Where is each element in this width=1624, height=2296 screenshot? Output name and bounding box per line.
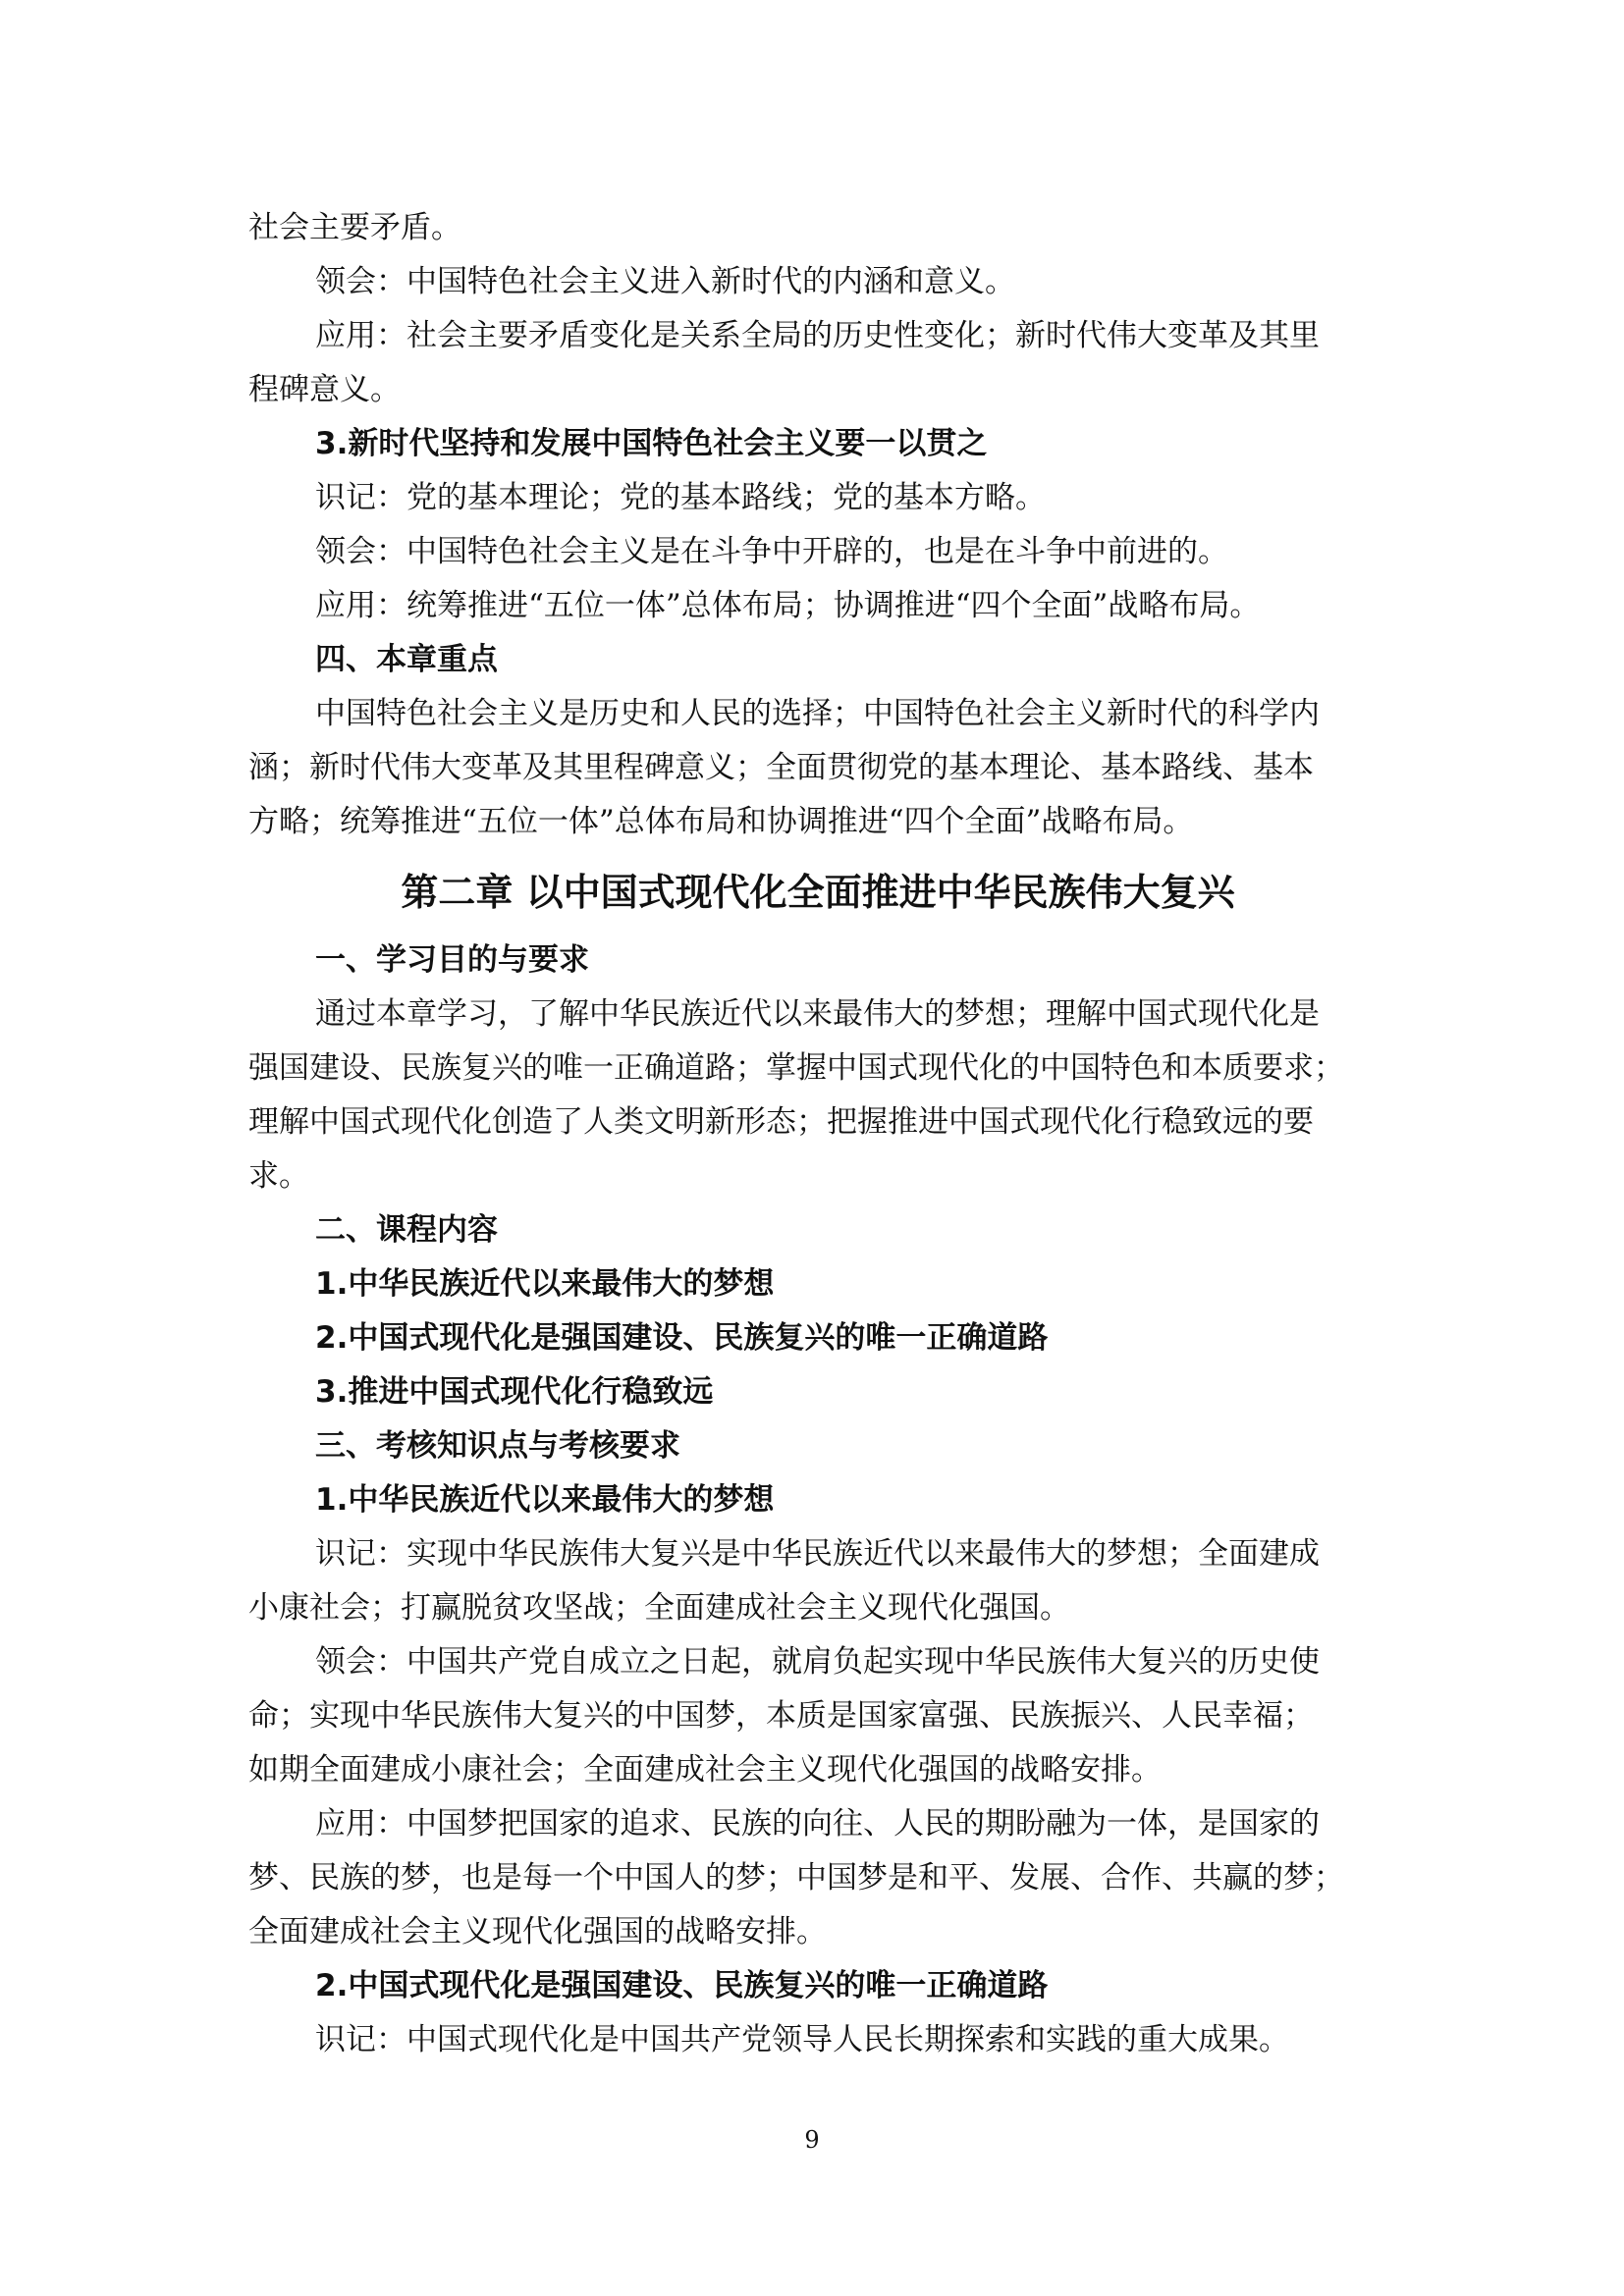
text-line: 程碑意义。 — [248, 372, 401, 407]
text-line: 领会：中国特色社会主义是在斗争中开辟的，也是在斗争中前进的。 — [315, 534, 1228, 569]
text-line: 识记：实现中华民族伟大复兴是中华民族近代以来最伟大的梦想；全面建成 — [315, 1536, 1320, 1572]
section-heading: 3.推进中国式现代化行稳致远 — [315, 1374, 714, 1410]
text-line: 领会：中国共产党自成立之日起，就肩负起实现中华民族伟大复兴的历史使 — [315, 1644, 1320, 1680]
text-line: 中国特色社会主义是历史和人民的选择；中国特色社会主义新时代的科学内 — [315, 696, 1320, 731]
text-line: 识记：党的基本理论；党的基本路线；党的基本方略。 — [315, 480, 1046, 515]
section-heading: 3.新时代坚持和发展中国特色社会主义要一以贯之 — [315, 426, 988, 461]
text-line: 识记：中国式现代化是中国共产党领导人民长期探索和实践的重大成果。 — [315, 2022, 1289, 2057]
section-heading: 三、考核知识点与考核要求 — [315, 1428, 680, 1464]
text-line: 强国建设、民族复兴的唯一正确道路；掌握中国式现代化的中国特色和本质要求； — [248, 1050, 1344, 1086]
section-heading: 一、学习目的与要求 — [315, 942, 589, 978]
text-line: 应用：统筹推进“五位一体”总体布局；协调推进“四个全面”战略布局。 — [315, 588, 1261, 623]
text-line: 应用：社会主要矛盾变化是关系全局的历史性变化；新时代伟大变革及其里 — [315, 318, 1320, 353]
text-line: 方略；统筹推进“五位一体”总体布局和协调推进“四个全面”战略布局。 — [248, 804, 1194, 839]
chapter-title: 第二章 以中国式现代化全面推进中华民族伟大复兴 — [401, 871, 1235, 914]
text-line: 如期全面建成小康社会；全面建成社会主义现代化强国的战略安排。 — [248, 1752, 1162, 1788]
text-line: 全面建成社会主义现代化强国的战略安排。 — [248, 1914, 827, 1949]
text-line: 理解中国式现代化创造了人类文明新形态；把握推进中国式现代化行稳致远的要 — [248, 1104, 1314, 1140]
section-heading: 2.中国式现代化是强国建设、民族复兴的唯一正确道路 — [315, 1968, 1049, 2003]
section-heading: 1.中华民族近代以来最伟大的梦想 — [315, 1482, 775, 1518]
text-line: 梦、民族的梦，也是每一个中国人的梦；中国梦是和平、发展、合作、共赢的梦； — [248, 1860, 1344, 1896]
section-heading: 1.中华民族近代以来最伟大的梦想 — [315, 1266, 775, 1302]
section-heading: 四、本章重点 — [315, 642, 498, 677]
text-line: 应用：中国梦把国家的追求、民族的向往、人民的期盼融为一体，是国家的 — [315, 1806, 1320, 1842]
section-heading: 2.中国式现代化是强国建设、民族复兴的唯一正确道路 — [315, 1320, 1049, 1356]
section-heading: 二、课程内容 — [315, 1212, 498, 1248]
text-line: 领会：中国特色社会主义进入新时代的内涵和意义。 — [315, 264, 1015, 299]
text-line: 社会主要矛盾。 — [248, 210, 461, 245]
text-line: 涵；新时代伟大变革及其里程碑意义；全面贯彻党的基本理论、基本路线、基本 — [248, 750, 1314, 785]
page-number: 9 — [804, 2126, 820, 2154]
text-line: 通过本章学习，了解中华民族近代以来最伟大的梦想；理解中国式现代化是 — [315, 996, 1320, 1032]
text-line: 小康社会；打赢脱贫攻坚战；全面建成社会主义现代化强国。 — [248, 1590, 1070, 1626]
document-body — [248, 201, 1387, 2067]
text-line: 求。 — [248, 1158, 309, 1194]
text-line: 命；实现中华民族伟大复兴的中国梦，本质是国家富强、民族振兴、人民幸福； — [248, 1698, 1314, 1734]
